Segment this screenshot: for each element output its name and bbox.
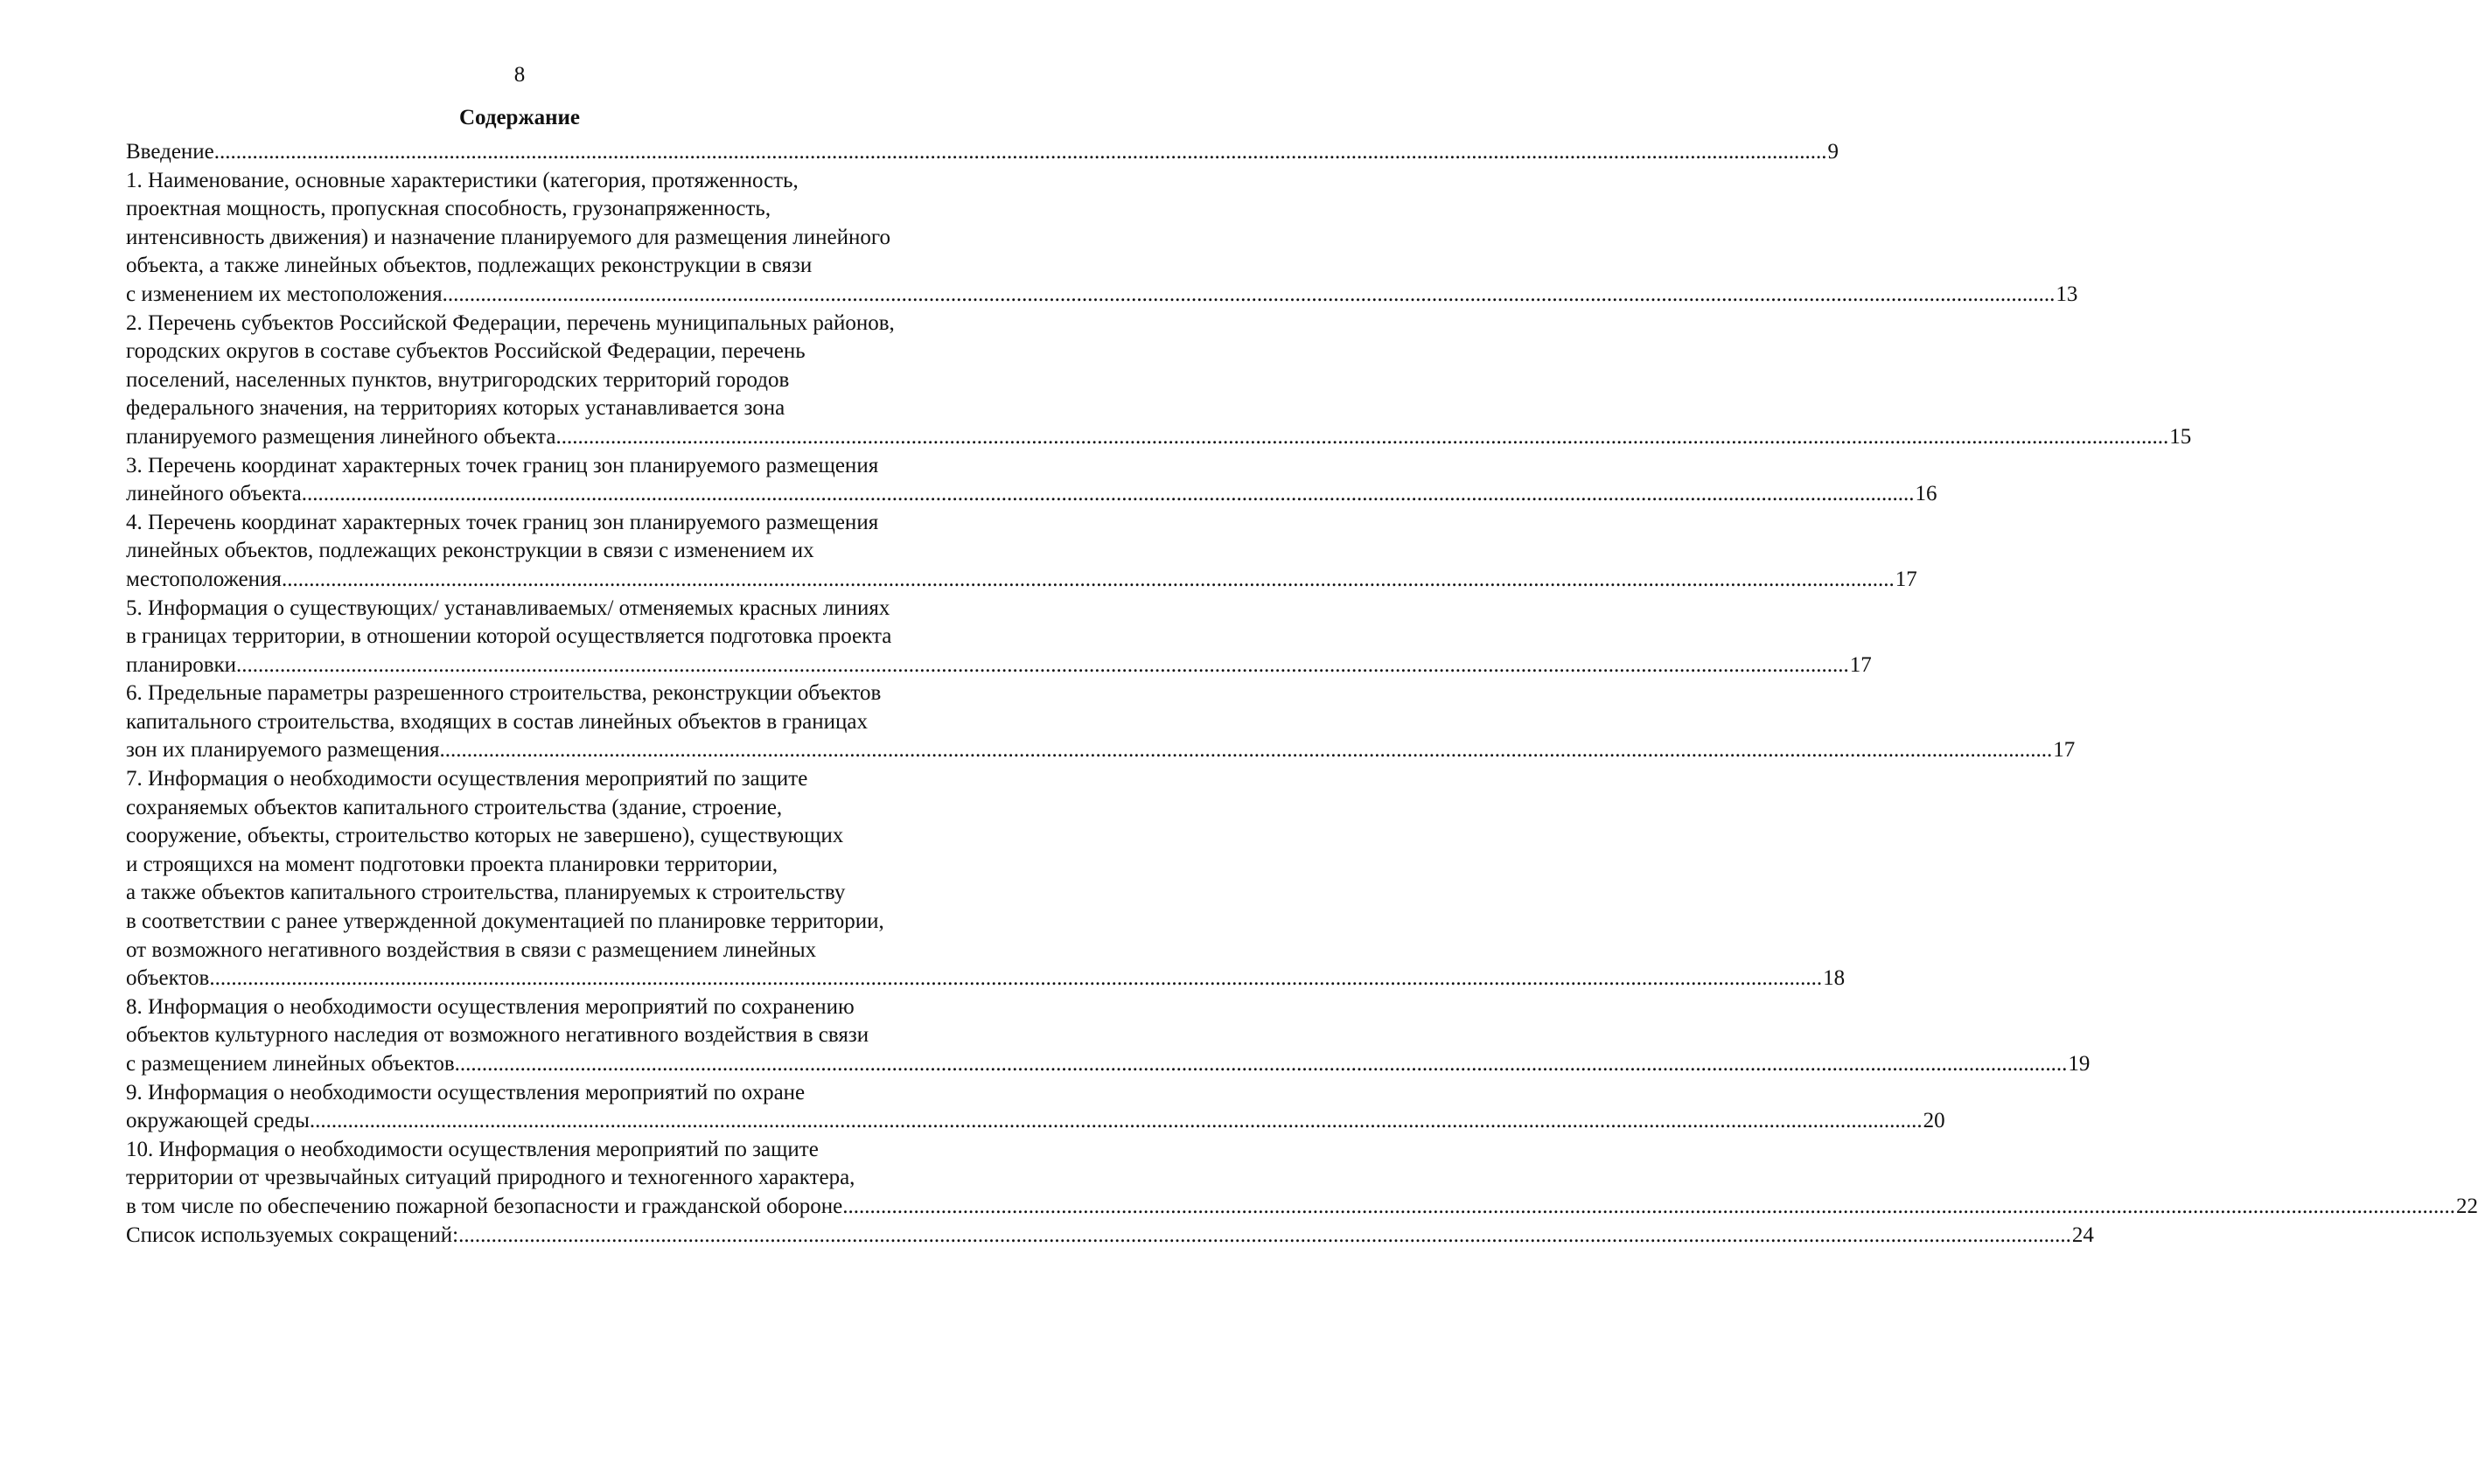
toc-entry-last-line <box>126 1222 2094 1251</box>
toc-page-number: 16 <box>1915 482 1937 506</box>
toc-entry-line: 5. Информация о существующих/ устанавливаемых/ отменяемых красных линиях <box>126 596 890 620</box>
toc-entry-line: объектов культурного наследия от возможного негативного воздействия в связи <box>126 1023 869 1048</box>
dot-leader <box>302 480 1915 509</box>
toc-page-number: 22 <box>2456 1194 2478 1218</box>
toc-page-number: 17 <box>1895 567 1917 591</box>
toc-entry-line: объектов <box>126 966 210 991</box>
toc-entry-last-line <box>126 138 1839 167</box>
toc-title: Содержание <box>458 106 580 129</box>
dot-leader <box>443 281 2056 310</box>
toc-entry-line: с размещением линейных объектов <box>126 1052 455 1076</box>
toc-entry-line: 3. Перечень координат характерных точек границ зон планируемого размещения <box>126 453 879 477</box>
dot-leader <box>439 736 2052 765</box>
toc-entry-line: линейных объектов, подлежащих реконструкции в связи с изменением их <box>126 539 814 563</box>
toc-entry[interactable] <box>126 1222 2094 1251</box>
toc-entry-line: в границах территории, в отношении которой осуществляется подготовка проекта <box>126 624 892 649</box>
toc-entry-last-line <box>126 1107 1945 1136</box>
toc-entry-line: территории от чрезвычайных ситуаций природного и техногенного характера, <box>126 1166 855 1190</box>
toc-entry-line: интенсивность движения) и назначение планируемого для размещения линейного <box>126 225 891 249</box>
toc-entry-line: планируемого размещения линейного объекта <box>126 424 556 449</box>
toc-entry[interactable] <box>126 452 1937 509</box>
toc-entry-last-line <box>126 651 1872 680</box>
toc-entry-line: Список используемых сокращений: <box>126 1223 459 1247</box>
toc-entry-line: 7. Информация о необходимости осуществления мероприятий по защите <box>126 767 808 791</box>
toc-entry-line: местоположения <box>126 567 282 591</box>
toc-entry-line: 2. Перечень субъектов Российской Федерации, перечень муниципальных районов, <box>126 310 895 335</box>
toc-entry-line: линейного объекта <box>126 482 302 506</box>
toc-entry-line: а также объектов капитального строительства, планируемых к строительству <box>126 881 846 905</box>
dot-leader <box>310 1107 1923 1136</box>
toc-page-number: 18 <box>1823 966 1846 991</box>
toc-entry[interactable] <box>126 679 2076 765</box>
toc-entry-last-line <box>126 1050 2091 1079</box>
toc-page-number: 20 <box>1923 1109 1945 1133</box>
toc-entry-last-line <box>126 1193 2478 1222</box>
toc-entry-line: 9. Информация о необходимости осуществления мероприятий по охране <box>126 1080 806 1104</box>
toc-entry-line: 10. Информация о необходимости осуществления мероприятий по защите <box>126 1137 819 1161</box>
toc-entry[interactable] <box>126 993 2091 1079</box>
toc-entry[interactable] <box>126 1079 1945 1136</box>
toc-entry-line: окружающей среды <box>126 1109 310 1133</box>
toc-entry-line: с изменением их местоположения <box>126 282 443 306</box>
table-of-contents <box>126 138 2478 1250</box>
toc-entry-line: сооружение, объекты, строительство которых не завершено), существующих <box>126 824 844 848</box>
toc-entry[interactable] <box>126 310 2192 452</box>
dot-leader <box>555 423 2168 452</box>
toc-entry[interactable] <box>126 138 1839 167</box>
toc-entry-line: зон их планируемого размещения <box>126 738 440 763</box>
toc-page-number: 17 <box>2053 738 2076 763</box>
toc-entry-line: в том числе по обеспечению пожарной безопасности и гражданской обороне <box>126 1194 843 1218</box>
toc-entry-last-line <box>126 965 1846 993</box>
toc-entry-line: планировки <box>126 652 237 677</box>
toc-entry[interactable] <box>126 167 2078 310</box>
toc-entry-line: капитального строительства, входящих в состав линейных объектов в границах <box>126 709 869 734</box>
dot-leader <box>214 138 1827 167</box>
dot-leader <box>209 965 1822 993</box>
toc-page-number: 15 <box>2169 424 2192 449</box>
dot-leader <box>842 1193 2455 1222</box>
toc-entry-last-line <box>126 281 2078 310</box>
toc-entry-last-line <box>126 736 2076 765</box>
dot-leader <box>458 1222 2071 1251</box>
toc-entry[interactable] <box>126 509 1917 595</box>
toc-entry[interactable] <box>126 765 1846 993</box>
toc-entry-line: федерального значения, на территориях которых устанавливается зона <box>126 396 785 421</box>
dot-leader <box>455 1050 2068 1079</box>
toc-entry-line: 4. Перечень координат характерных точек границ зон планируемого размещения <box>126 510 879 534</box>
toc-entry-line: объекта, а также линейных объектов, подлежащих реконструкции в связи <box>126 254 813 278</box>
toc-entry-line: 8. Информация о необходимости осуществления мероприятий по сохранению <box>126 994 855 1019</box>
toc-entry-line: поселений, населенных пунктов, внутригородских территорий городов <box>126 367 790 392</box>
page-number: 8 <box>513 63 526 87</box>
toc-entry-line: 1. Наименование, основные характеристики (категория, протяженность, <box>126 168 799 192</box>
dot-leader <box>236 651 1849 680</box>
toc-page-number: 17 <box>1849 652 1872 677</box>
toc-entry-line: и строящихся на момент подготовки проекта планировки территории, <box>126 852 778 876</box>
toc-entry[interactable] <box>126 595 1872 680</box>
toc-entry[interactable] <box>126 1136 2478 1222</box>
toc-page-number: 9 <box>1827 140 1839 164</box>
toc-entry-line: сохраняемых объектов капитального строительства (здание, строение, <box>126 795 783 819</box>
dot-leader <box>282 566 1895 595</box>
toc-entry-last-line <box>126 480 1937 509</box>
toc-entry-line: проектная мощность, пропускная способность, грузонапряженность, <box>126 197 771 221</box>
toc-entry-line: в соответствии с ранее утвержденной документацией по планировке территории, <box>126 909 884 934</box>
toc-entry-line: городских округов в составе субъектов Российской Федерации, перечень <box>126 339 806 364</box>
toc-page-number: 13 <box>2056 282 2078 306</box>
toc-page-number: 24 <box>2071 1223 2094 1247</box>
toc-page-number: 19 <box>2068 1052 2091 1076</box>
toc-entry-line: Введение <box>126 140 214 164</box>
toc-entry-last-line <box>126 423 2192 452</box>
toc-entry-last-line <box>126 566 1917 595</box>
toc-entry-line: от возможного негативного воздействия в связи с размещением линейных <box>126 937 817 962</box>
toc-entry-line: 6. Предельные параметры разрешенного строительства, реконструкции объектов <box>126 681 882 706</box>
